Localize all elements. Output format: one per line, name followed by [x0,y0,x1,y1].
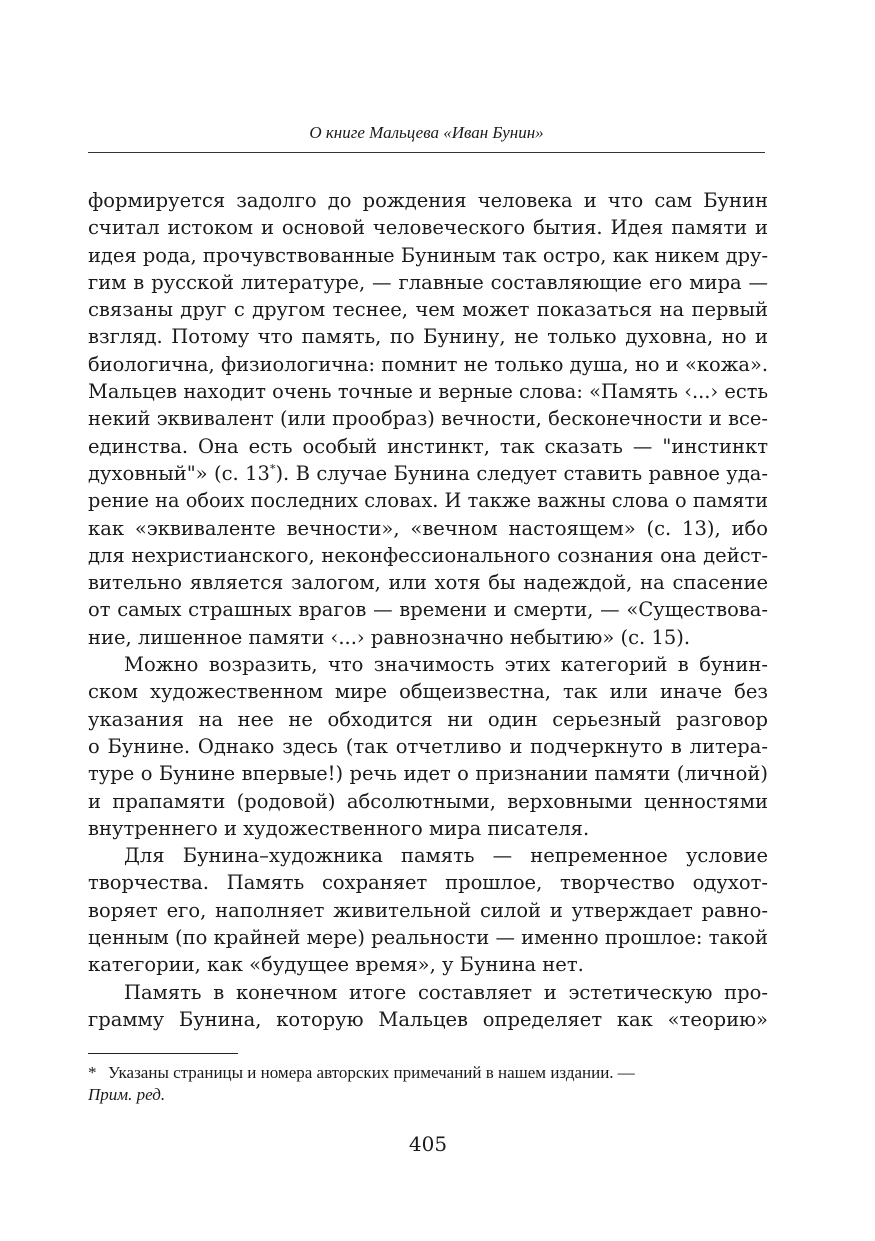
text-line: некий эквивалент (или прообраз) вечности, бесконечности и все- [88,407,768,431]
text-line: гим в русской литературе, — главные составляющие его мира — [88,270,768,294]
text-line: формируется задолго до рождения человека и что сам Бунин [88,189,768,212]
footnote-text: Указаны страницы и номера авторских примечаний в нашем издании. — [108,1063,635,1082]
text-line: биологична, физиологична: помнит не только душа, но и «кожа». [88,352,768,376]
text-line: Для Бунина–художника память — непременное условие [124,844,768,868]
running-head: О книге Мальцева «Иван Бунин» [309,123,544,142]
text-line: единства. Она есть особый инстинкт, так сказать — "инстинкт [88,434,768,458]
text-line: воряет его, наполняет живительной силой и утверждает равно- [88,898,768,922]
footnote-rule [88,1053,238,1054]
text-segment: ). В случае Бунина следует ставить равное уда- [275,461,768,485]
text-line: считал истоком и основой человеческого бытия. Идея памяти и [88,216,768,240]
footnote-mark: * [88,1063,97,1082]
text-line: и прапамяти (родовой) абсолютными, верховными ценностями [88,789,768,813]
text-line: творчества. Память сохраняет прошлое, творчество одухот- [88,871,768,895]
footnote [88,1062,773,1106]
footnote-line [88,1062,773,1084]
text-line: Можно возразить, что значимость этих категорий в бунин- [124,653,768,677]
text-line: как «эквиваленте вечности», «вечном настоящем» (с. 13), ибо [88,516,768,540]
footnote-line: Прим. ред. [88,1085,166,1104]
footnote-reference: * [269,462,276,476]
text-segment: духовный"» (с. 13 [88,461,270,485]
page-number: 405 [408,1132,448,1156]
text-line: взгляд. Потому что память, по Бунину, не только духовна, но и [88,325,768,349]
text-line: для нехристианского, неконфессионального сознания она дейст- [88,543,768,567]
text-line: указания на нее не обходится ни один серьезный разговор [88,707,768,731]
text-line: ценным (по крайней мере) реальности — именно прошлое: такой [88,926,768,950]
text-line: связаны друг с другом теснее, чем может показаться на первый [88,298,768,322]
text-line: Мальцев находит очень точные и верные слова: «Память ‹...› есть [88,380,768,404]
header-rule [88,152,765,153]
body-text [88,187,768,1033]
text-line: Память в конечном итоге составляет и эстетическую про- [124,980,768,1004]
text-line: внутреннего и художественного мира писателя. [88,816,590,840]
text-line: ние, лишенное памяти ‹...› равнозначно небытию» (с. 15). [88,625,691,649]
text-line: рение на обоих последних словах. И также важны слова о памяти [88,489,768,513]
text-line: вительно является залогом, или хотя бы надеждой, на спасение [88,571,768,595]
text-line: грамму Бунина, которую Мальцев определяет как «теорию» [88,1007,768,1031]
text-line: категории, как «будущее время», у Бунина нет. [88,953,584,977]
text-line: идея рода, прочувствованные Буниным так остро, как никем дру- [88,243,768,267]
text-line: ском художественном мире общеизвестна, так или иначе без [88,680,768,704]
text-line [88,460,768,487]
text-line: от самых страшных врагов — времени и смерти, — «Существова- [88,598,768,622]
text-line: туре о Бунине впервые!) речь идет о признании памяти (личной) [88,762,768,786]
text-line: о Бунине. Однако здесь (так отчетливо и подчеркнуто в литера- [88,734,768,758]
